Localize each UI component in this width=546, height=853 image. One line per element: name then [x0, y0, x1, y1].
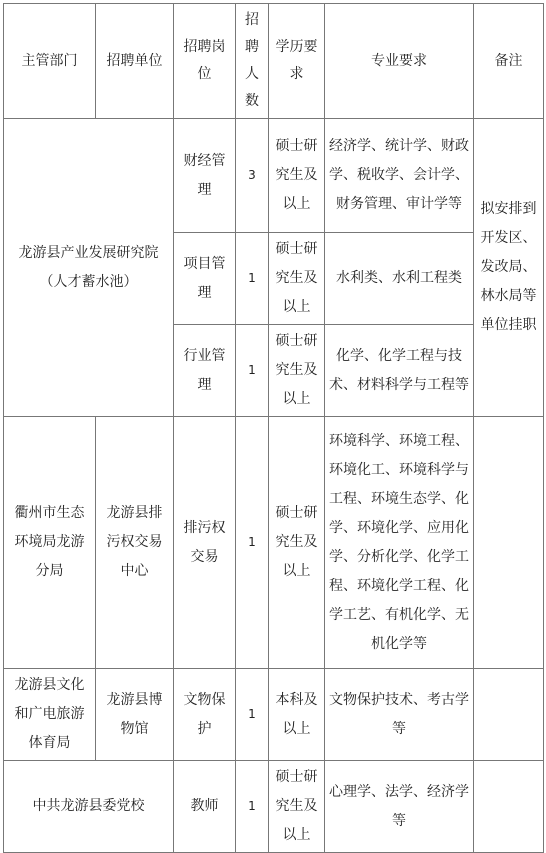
table-row [4, 669, 544, 761]
dept-cell: 中共龙游县委党校 [4, 761, 174, 853]
table-row [4, 417, 544, 669]
major-cell: 环境科学、环境工程、环境化工、环境科学与工程、环境生态学、化学、环境化学、应用化学、分析化学、化学工程、环境化学工程、化学工艺、有机化学、无机化学等 [325, 417, 474, 669]
count-cell: 1 [236, 761, 269, 853]
header-post: 招聘岗位 [174, 4, 236, 119]
table-row [4, 761, 544, 853]
dept-cell: 龙游县文化和广电旅游体育局 [4, 669, 96, 761]
post-cell: 项目管理 [174, 233, 236, 325]
header-row [4, 4, 544, 119]
header-note: 备注 [474, 4, 544, 119]
post-cell: 财经管理 [174, 119, 236, 233]
count-cell: 1 [236, 233, 269, 325]
post-cell: 排污权交易 [174, 417, 236, 669]
table-row [4, 119, 544, 233]
major-cell: 经济学、统计学、财政学、税收学、会计学、财务管理、审计学等 [325, 119, 474, 233]
major-cell: 心理学、法学、经济学等 [325, 761, 474, 853]
header-dept: 主管部门 [4, 4, 96, 119]
header-edu: 学历要求 [269, 4, 325, 119]
recruitment-table [3, 3, 544, 853]
major-cell: 文物保护技术、考古学等 [325, 669, 474, 761]
note-cell [474, 417, 544, 669]
edu-cell: 硕士研究生及以上 [269, 233, 325, 325]
edu-cell: 硕士研究生及以上 [269, 417, 325, 669]
edu-cell: 硕士研究生及以上 [269, 119, 325, 233]
unit-cell: 龙游县博物馆 [96, 669, 174, 761]
post-cell: 教师 [174, 761, 236, 853]
post-cell: 行业管理 [174, 325, 236, 417]
dept-cell: 衢州市生态环境局龙游分局 [4, 417, 96, 669]
count-cell: 1 [236, 669, 269, 761]
header-unit: 招聘单位 [96, 4, 174, 119]
edu-cell: 硕士研究生及以上 [269, 325, 325, 417]
count-cell: 1 [236, 325, 269, 417]
note-cell: 拟安排到开发区、发改局、林水局等单位挂职 [474, 119, 544, 417]
note-cell [474, 761, 544, 853]
major-cell: 水利类、水利工程类 [325, 233, 474, 325]
count-cell: 1 [236, 417, 269, 669]
note-cell [474, 669, 544, 761]
header-major: 专业要求 [325, 4, 474, 119]
post-cell: 文物保护 [174, 669, 236, 761]
edu-cell: 硕士研究生及以上 [269, 761, 325, 853]
unit-cell: 龙游县排污权交易中心 [96, 417, 174, 669]
header-count: 招聘人数 [236, 4, 269, 119]
dept-cell: 龙游县产业发展研究院（人才蓄水池） [4, 119, 174, 417]
major-cell: 化学、化学工程与技术、材料科学与工程等 [325, 325, 474, 417]
edu-cell: 本科及以上 [269, 669, 325, 761]
count-cell: 3 [236, 119, 269, 233]
